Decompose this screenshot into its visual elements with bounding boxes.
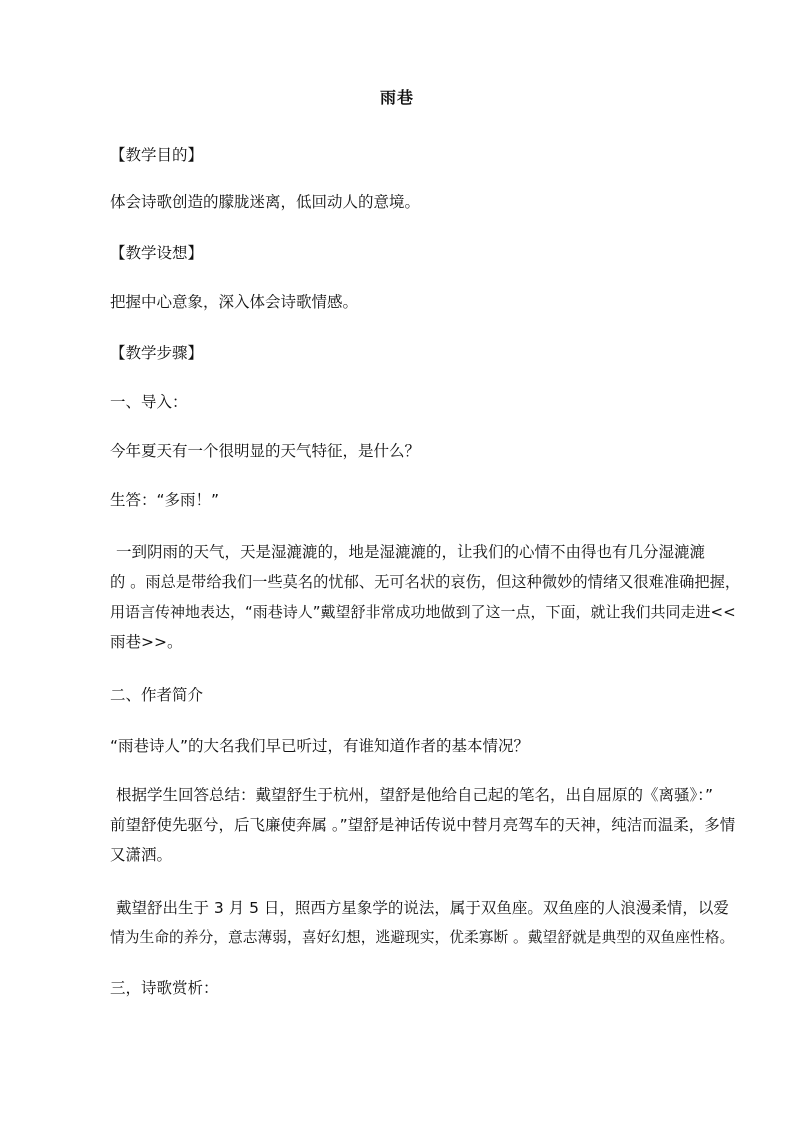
paragraph-line: 雨巷>>。 <box>110 633 183 651</box>
section3-heading: 三，诗歌赏析： <box>110 979 219 997</box>
section1-answer: 生答：“多雨！” <box>110 491 220 509</box>
section1-heading: 一、导入： <box>110 393 188 411</box>
section2-heading: 二、作者简介 <box>110 686 204 704</box>
paragraph-line: 戴望舒出生于 3 月 5 日，照西方星象学的说法，属于双鱼座。双鱼座的人浪漫柔情，以爱 <box>116 899 729 917</box>
objective-heading: 【教学目的】 <box>110 146 204 164</box>
section1-paragraph <box>110 537 741 657</box>
paragraph-line: 情为生命的养分，意志薄弱，喜好幻想，逃避现实，优柔寡断 。戴望舒就是典型的双鱼座性格。 <box>110 929 735 946</box>
section2-question: “雨巷诗人”的大名我们早已听过，有谁知道作者的基本情况？ <box>110 737 530 755</box>
paragraph-line: 用语言传神地表达，“雨巷诗人”戴望舒非常成功地做到了这一点，下面，就让我们共同走进<< <box>110 603 736 621</box>
document-title: 雨巷 <box>379 88 414 107</box>
paragraph-line: 又潇洒。 <box>110 846 173 864</box>
paragraph-line: 的 。雨总是带给我们一些莫名的忧郁、无可名状的哀伤，但这种微妙的情绪又很难准确把握， <box>110 573 741 591</box>
paragraph-line: 根据学生回答总结：戴望舒生于杭州，望舒是他给自己起的笔名，出自屈原的《离骚》：” <box>116 786 714 804</box>
paragraph-line: 一到阴雨的天气，天是湿漉漉的，地是湿漉漉的，让我们的心情不由得也有几分湿漉漉 <box>116 543 706 561</box>
design-text: 把握中心意象，深入体会诗歌情感。 <box>110 293 359 311</box>
section2-paragraph-1 <box>110 780 736 870</box>
steps-heading: 【教学步骤】 <box>110 344 204 362</box>
objective-text: 体会诗歌创造的朦胧迷离，低回动人的意境。 <box>110 193 421 211</box>
paragraph-line: 前望舒使先驱兮，后飞廉使奔属 。”望舒是神话传说中替月亮驾车的天神，纯洁而温柔，多情 <box>110 816 736 834</box>
design-heading: 【教学设想】 <box>110 244 204 262</box>
section2-paragraph-2 <box>110 893 735 953</box>
section1-question: 今年夏天有一个很明显的天气特征，是什么？ <box>110 442 421 460</box>
